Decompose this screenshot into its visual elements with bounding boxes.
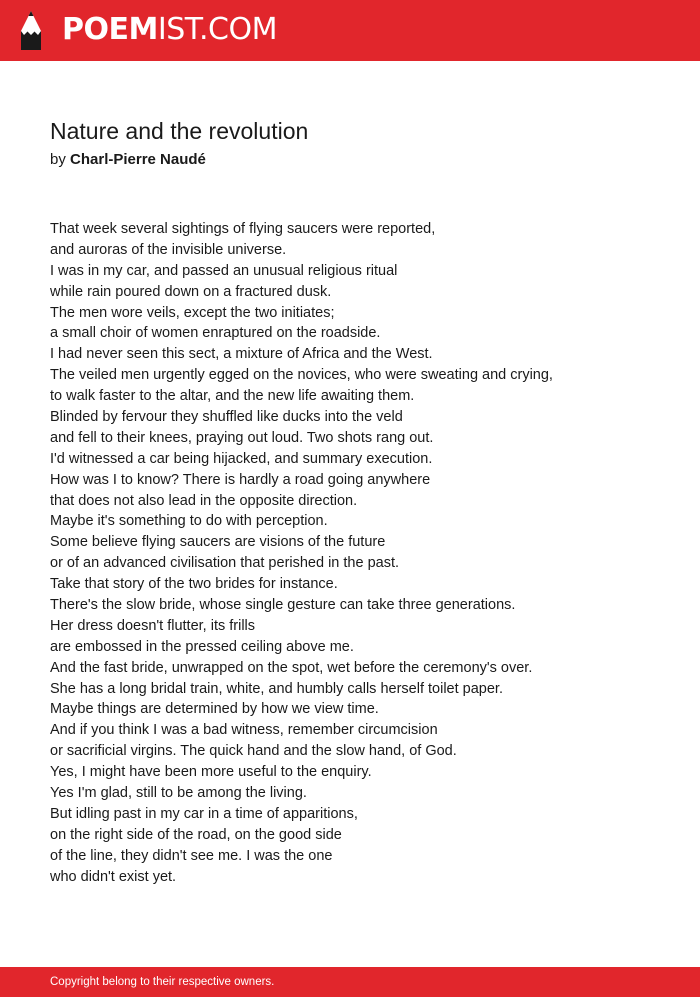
poem-line: The veiled men urgently egged on the novices, who were sweating and crying, [50, 367, 553, 384]
poem-line: And if you think I was a bad witness, remember circumcision [50, 722, 438, 739]
poem-line: Some believe flying saucers are visions of the future [50, 534, 386, 551]
poem-line: And the fast bride, unwrapped on the spot, wet before the ceremony's over. [50, 659, 533, 676]
poem-line: I had never seen this sect, a mixture of Africa and the West. [50, 346, 433, 363]
pencil-tip-icon [18, 10, 44, 52]
poem-line: There's the slow bride, whose single gesture can take three generations. [50, 597, 516, 614]
poem-line: Take that story of the two brides for instance. [50, 576, 338, 593]
copyright-notice: Copyright belong to their respective owners. [50, 976, 275, 988]
site-logo[interactable] [62, 11, 277, 49]
site-footer [0, 967, 700, 997]
poem-line: to walk faster to the altar, and the new life awaiting them. [50, 388, 415, 405]
poem-line: That week several sightings of flying saucers were reported, [50, 221, 436, 237]
poem-line: Maybe things are determined by how we view time. [50, 701, 379, 718]
author-name: Charl-Pierre Naudé [70, 151, 206, 168]
by-label: by [50, 151, 66, 168]
poem-line: Yes, I might have been more useful to the enquiry. [50, 764, 372, 781]
poem-body [50, 219, 670, 888]
poem-line: or of an advanced civilisation that perished in the past. [50, 555, 400, 572]
poem-line: or sacrificial virgins. The quick hand and the slow hand, of God. [50, 743, 457, 760]
logo-light-text: IST.COM [157, 12, 277, 47]
logo-bold-text: POEM [62, 12, 158, 47]
poem-line: are embossed in the pressed ceiling above me. [50, 638, 354, 655]
poem-line: Yes I'm glad, still to be among the living. [50, 785, 307, 802]
poem-line: The men wore veils, except the two initiates; [50, 304, 335, 321]
poem-line: I was in my car, and passed an unusual religious ritual [50, 262, 398, 279]
poem-line: and auroras of the invisible universe. [50, 241, 287, 258]
poem-line: that does not also lead in the opposite direction. [50, 492, 358, 509]
poem-line: on the right side of the road, on the good side [50, 826, 342, 843]
site-header [0, 0, 700, 61]
poem-line: I'd witnessed a car being hijacked, and summary execution. [50, 450, 433, 467]
poem-line: of the line, they didn't see me. I was the one [50, 847, 333, 864]
poem-line: How was I to know? There is hardly a road going anywhere [50, 471, 431, 488]
poem-line: Maybe it's something to do with perception. [50, 513, 328, 530]
poem-line: She has a long bridal train, white, and humbly calls herself toilet paper. [50, 680, 503, 697]
poem-line: Blinded by fervour they shuffled like ducks into the veld [50, 409, 403, 426]
poem-line: who didn't exist yet. [50, 868, 177, 885]
poem-line: and fell to their knees, praying out loud. Two shots rang out. [50, 429, 434, 446]
poem-line: while rain poured down on a fractured dusk. [50, 283, 332, 300]
byline [50, 150, 206, 170]
poem-line: a small choir of women enraptured on the roadside. [50, 325, 381, 342]
poem-title: Nature and the revolution [50, 118, 309, 144]
poem-line: But idling past in my car in a time of apparitions, [50, 805, 358, 822]
poem-line: Her dress doesn't flutter, its frills [50, 617, 256, 634]
